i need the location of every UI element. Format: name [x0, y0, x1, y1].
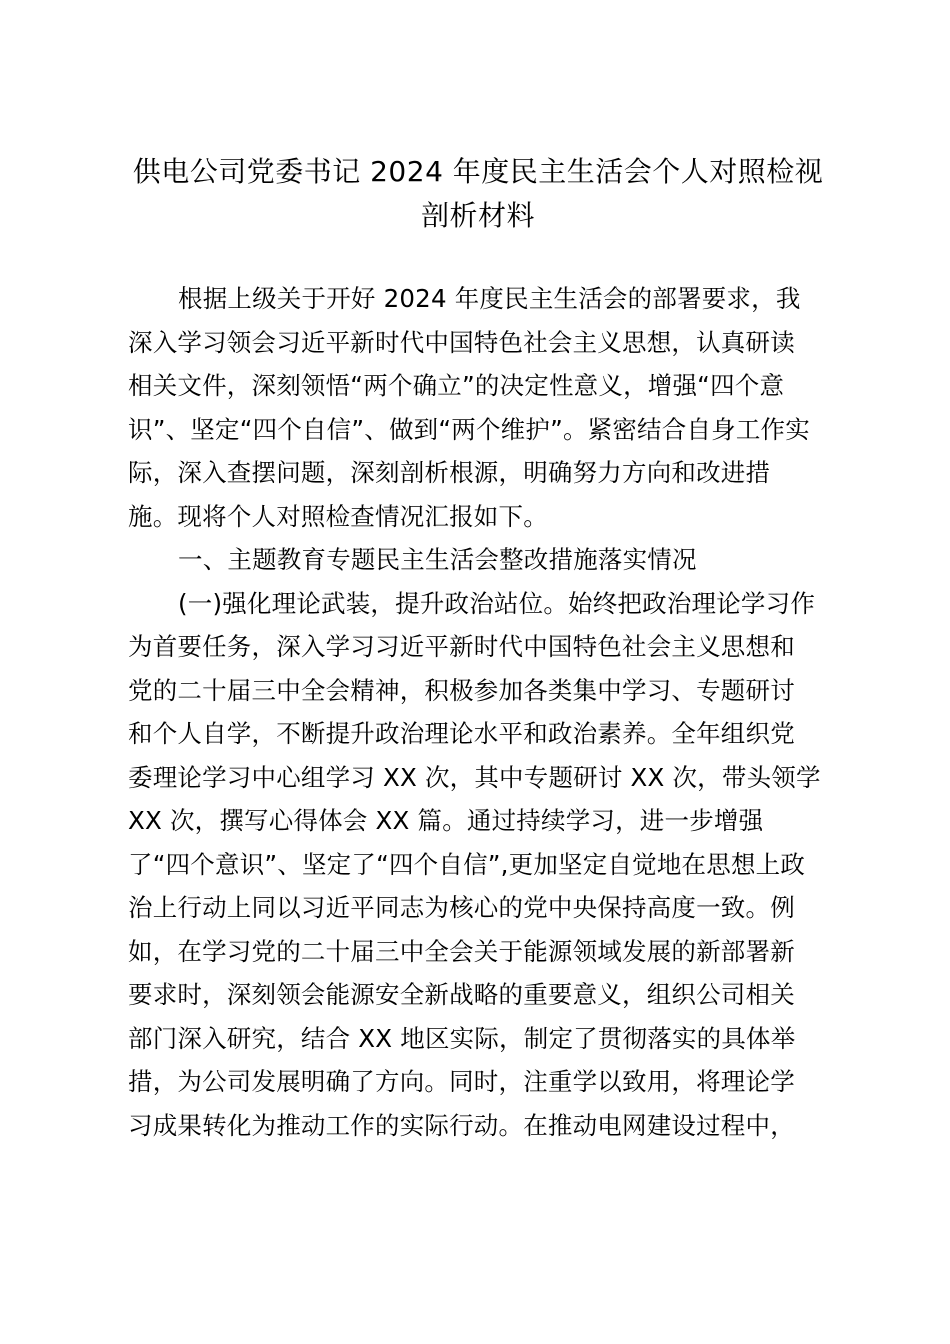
title-line-2: 剖析材料 — [420, 199, 535, 232]
body-line: 如，在学习党的二十届三中全会关于能源领域发展的新部署新 — [128, 936, 795, 966]
body-line: (一)强化理论武装，提升政治站位。始终把政治理论学习作 — [178, 588, 816, 618]
body-line: 施。现将个人对照检查情况汇报如下。 — [128, 501, 548, 531]
body-line: 要求时，深刻领会能源安全新战略的重要意义，组织公司相关 — [128, 980, 795, 1009]
body-line: 际，深入查摆问题，深刻剖析根源，明确努力方向和改进措 — [128, 458, 771, 487]
body-line: XX 次，撰写心得体会 XX 篇。通过持续学习，进一步增强 — [128, 806, 764, 835]
body-line: 部门深入研究，结合 XX 地区实际，制定了贯彻落实的具体举 — [128, 1023, 796, 1053]
body-line: 相关文件，深刻领悟“两个确立”的决定性意义，增强“四个意 — [128, 371, 785, 400]
body-line: 深入学习领会习近平新时代中国特色社会主义思想，认真研读 — [128, 327, 795, 357]
body-line: 习成果转化为推动工作的实际行动。在推动电网建设过程中， — [128, 1110, 795, 1140]
body-line: 治上行动上同以习近平同志为核心的党中央保持高度一致。例 — [128, 893, 795, 922]
body-line: 根据上级关于开好 2024 年度民主生活会的部署要求，我 — [178, 284, 801, 313]
body-line: 党的二十届三中全会精神，积极参加各类集中学习、专题研讨 — [128, 675, 795, 705]
document-body — [128, 277, 838, 1147]
document-title — [120, 150, 836, 238]
title-line-1: 供电公司党委书记 2024 年度民主生活会个人对照检视 — [132, 155, 824, 188]
body-line: 为首要任务，深入学习习近平新时代中国特色社会主义思想和 — [128, 632, 795, 661]
body-line: 委理论学习中心组学习 XX 次，其中专题研讨 XX 次，带头领学 — [128, 762, 821, 792]
body-line: 识”、坚定“四个自信”、做到“两个维护”。紧密结合自身工作实 — [128, 414, 810, 444]
body-line: 和个人自学，不断提升政治理论水平和政治素养。全年组织党 — [128, 719, 795, 748]
body-line: 了“四个意识”、坚定了“四个自信”,更加坚定自觉地在思想上政 — [128, 849, 806, 879]
body-line: 措，为公司发展明确了方向。同时，注重学以致用，将理论学 — [128, 1067, 795, 1096]
body-line: 一、主题教育专题民主生活会整改措施落实情况 — [178, 545, 697, 574]
